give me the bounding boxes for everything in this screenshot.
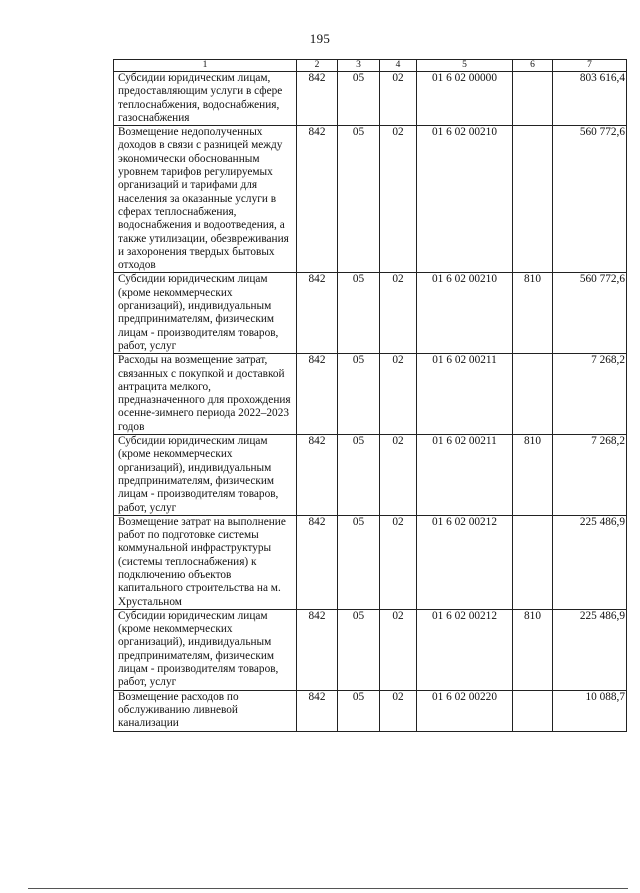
table-row xyxy=(114,609,627,690)
ministry-code-cell: 842 xyxy=(297,72,338,126)
amount-cell: 225 486,9 xyxy=(553,515,627,609)
column-header-2: 2 xyxy=(297,60,338,72)
expense-type-cell xyxy=(513,354,553,435)
amount-cell: 560 772,6 xyxy=(553,126,627,273)
expense-type-cell: 810 xyxy=(513,435,553,516)
row-name-cell: Субсидии юридическим лицам (кроме некоммерческих организаций), индивидуальным предпринимателям, физическим лицам - производителям товаров, работ, услуг xyxy=(114,273,297,354)
subsection-code-cell: 02 xyxy=(380,690,417,731)
page-number: 195 xyxy=(309,31,331,46)
ministry-code-cell: 842 xyxy=(297,126,338,273)
ministry-code-cell: 842 xyxy=(297,435,338,516)
subsection-code-cell: 02 xyxy=(380,435,417,516)
subsection-code-cell: 02 xyxy=(380,72,417,126)
row-name-cell: Возмещение расходов по обслуживанию ливневой канализации xyxy=(114,690,297,731)
budget-table xyxy=(113,59,627,732)
row-name-cell: Субсидии юридическим лицам (кроме некоммерческих организаций), индивидуальным предпринимателям, физическим лицам - производителям товаров, работ, услуг xyxy=(114,609,297,690)
table-row xyxy=(114,354,627,435)
column-header-6: 6 xyxy=(513,60,553,72)
ministry-code-cell: 842 xyxy=(297,354,338,435)
target-article-cell: 01 6 02 00210 xyxy=(417,126,513,273)
expense-type-cell xyxy=(513,126,553,273)
section-code-cell: 05 xyxy=(338,273,380,354)
amount-cell: 803 616,4 xyxy=(553,72,627,126)
section-code-cell: 05 xyxy=(338,435,380,516)
column-header-7: 7 xyxy=(553,60,627,72)
page-bottom-divider xyxy=(28,888,628,889)
section-code-cell: 05 xyxy=(338,72,380,126)
table-header-row xyxy=(114,60,627,72)
column-header-5: 5 xyxy=(417,60,513,72)
target-article-cell: 01 6 02 00212 xyxy=(417,609,513,690)
table-row xyxy=(114,72,627,126)
target-article-cell: 01 6 02 00211 xyxy=(417,354,513,435)
amount-cell: 7 268,2 xyxy=(553,435,627,516)
subsection-code-cell: 02 xyxy=(380,273,417,354)
section-code-cell: 05 xyxy=(338,690,380,731)
expense-type-cell xyxy=(513,690,553,731)
section-code-cell: 05 xyxy=(338,609,380,690)
section-code-cell: 05 xyxy=(338,515,380,609)
target-article-cell: 01 6 02 00212 xyxy=(417,515,513,609)
ministry-code-cell: 842 xyxy=(297,273,338,354)
column-header-4: 4 xyxy=(380,60,417,72)
target-article-cell: 01 6 02 00000 xyxy=(417,72,513,126)
section-code-cell: 05 xyxy=(338,126,380,273)
table-row xyxy=(114,126,627,273)
amount-cell: 7 268,2 xyxy=(553,354,627,435)
expense-type-cell: 810 xyxy=(513,273,553,354)
ministry-code-cell: 842 xyxy=(297,515,338,609)
row-name-cell: Расходы на возмещение затрат, связанных с покупкой и доставкой антрацита мелкого, предназначенного для прохождения осенне-зимнего периода 2022–2023 годов xyxy=(114,354,297,435)
amount-cell: 225 486,9 xyxy=(553,609,627,690)
subsection-code-cell: 02 xyxy=(380,126,417,273)
ministry-code-cell: 842 xyxy=(297,609,338,690)
expense-type-cell: 810 xyxy=(513,609,553,690)
table-row xyxy=(114,690,627,731)
row-name-cell: Субсидии юридическим лицам, предоставляющим услуги в сфере теплоснабжения, водоснабжения, газоснабжения xyxy=(114,72,297,126)
table-row xyxy=(114,515,627,609)
row-name-cell: Возмещение затрат на выполнение работ по подготовке системы коммунальной инфраструктуры (системы теплоснабжения) к подключению объектов капитального строительства на м. Хрустальном xyxy=(114,515,297,609)
amount-cell: 10 088,7 xyxy=(553,690,627,731)
target-article-cell: 01 6 02 00210 xyxy=(417,273,513,354)
amount-cell: 560 772,6 xyxy=(553,273,627,354)
column-header-3: 3 xyxy=(338,60,380,72)
table-row xyxy=(114,435,627,516)
expense-type-cell xyxy=(513,515,553,609)
row-name-cell: Субсидии юридическим лицам (кроме некоммерческих организаций), индивидуальным предпринимателям, физическим лицам - производителям товаров, работ, услуг xyxy=(114,435,297,516)
row-name-cell: Возмещение недополученных доходов в связи с разницей между экономически обоснованным уровнем тарифов регулируемых организаций и тарифами для населения за оказанные услуги в сферах теплоснабжения, водоснабжения и водоотведения, а также утилизации, обезвреживания и захоронения твердых бытовых отходов xyxy=(114,126,297,273)
subsection-code-cell: 02 xyxy=(380,609,417,690)
expense-type-cell xyxy=(513,72,553,126)
ministry-code-cell: 842 xyxy=(297,690,338,731)
subsection-code-cell: 02 xyxy=(380,515,417,609)
subsection-code-cell: 02 xyxy=(380,354,417,435)
target-article-cell: 01 6 02 00211 xyxy=(417,435,513,516)
target-article-cell: 01 6 02 00220 xyxy=(417,690,513,731)
section-code-cell: 05 xyxy=(338,354,380,435)
table-row xyxy=(114,273,627,354)
column-header-1: 1 xyxy=(114,60,297,72)
